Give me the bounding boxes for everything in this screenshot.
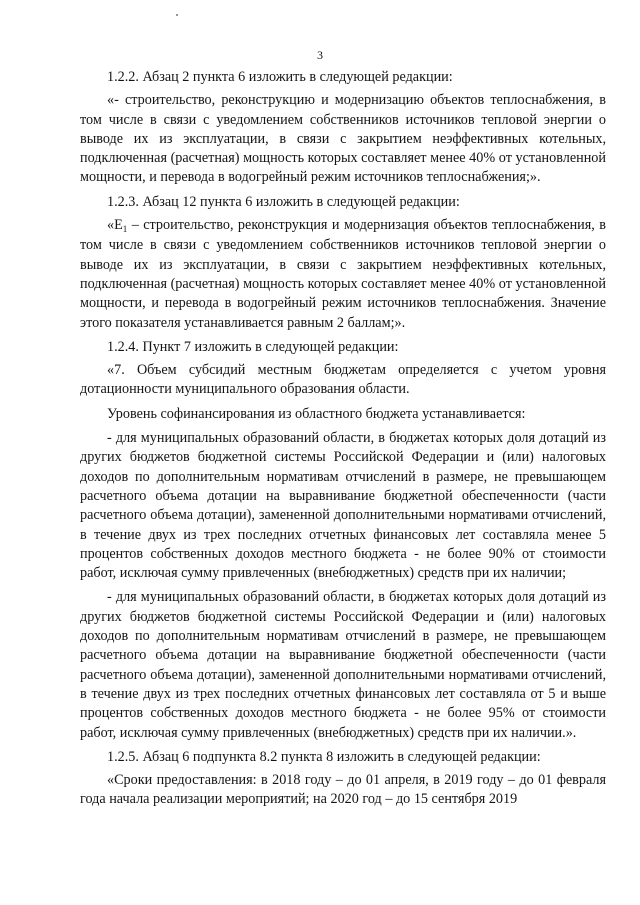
paragraph-point-7: «7. Объем субсидий местным бюджетам определяется с учетом уровня дотационности муниципального образования области.: [80, 362, 606, 398]
paragraph-quote-construction: «- строительство, реконструкцию и модернизацию объектов теплоснабжения, в том числе в связи с уведомлением собственников источников тепловой энергии о выводе их из эксплуатации, в связи с закрытием неэффективных котельных, подключенная (расчетная) мощность которых составляет менее 40% от установленной мощности, и перевода в водогрейный режим источников теплоснабжения;».: [80, 92, 606, 186]
paragraph-1-2-3-heading: 1.2.3. Абзац 12 пункта 6 изложить в следующей редакции:: [107, 193, 460, 210]
document-body: [80, 68, 606, 815]
e1-subscript: 1: [122, 224, 128, 235]
page-number: 3: [317, 48, 323, 62]
paragraph-cofinancing-90: - для муниципальных образований области, в бюджетах которых доля дотаций из других бюджетов бюджетной системы Российской Федерации и (или) налоговых доходов по дополнительным нормативам отчислений в размере, не превышающем расчетного объема дотации на выравнивание бюджетной обеспеченности (части расчетного объема дотации), замененной дополнительными нормативами отчислений, в течение двух из трех последних отчетных финансовых лет составляла менее 5 процентов собственных доходов местного бюджета - не более 90% от стоимости работ, исключая сумму привлеченных (внебюджетных) средств при их наличии;: [80, 430, 606, 582]
paragraph-1-2-2-heading: 1.2.2. Абзац 2 пункта 6 изложить в следующей редакции:: [107, 69, 453, 85]
paragraph-1-2-4-heading: 1.2.4. Пункт 7 изложить в следующей редакции:: [107, 338, 399, 355]
e1-symbol: «E: [107, 217, 123, 234]
paragraph-cofinancing-level: Уровень софинансирования из областного бюджета устанавливается:: [107, 405, 526, 422]
paragraph-1-2-5-heading: 1.2.5. Абзац 6 подпункта 8.2 пункта 8 изложить в следующей редакции:: [107, 748, 541, 765]
paragraph-cofinancing-95: - для муниципальных образований области, в бюджетах которых доля дотаций из других бюджетов бюджетной системы Российской Федерации и (или) налоговых доходов по дополнительным нормативам отчислений в размере, не превышающем расчетного объема дотации на выравнивание бюджетной обеспеченности (части расчетного объема дотации), замененной дополнительными нормативами отчислений, в течение двух из трех последних отчетных финансовых лет составляла от 5 и выше процентов собственных доходов местного бюджета - не более 95% от стоимости работ, исключая сумму привлеченных (внебюджетных) средств при их наличии.».: [80, 589, 606, 741]
e1-text: – строительство, реконструкция и модернизация объектов теплоснабжения, в том числе в связи с уведомлением собственников источников тепловой энергии о выводе их из эксплуатации, в связи с закрытием неэффективных котельных, подключенная (расчетная) мощность которых составляет менее 40% от установленной мощности, и перевода в водогрейный режим источников теплоснабжения. Значение этого показателя устанавливается равным 2 баллам;».: [80, 217, 606, 331]
paragraph-deadlines: «Сроки предоставления: в 2018 году – до 01 апреля, в 2019 году – до 01 февраля года начала реализации мероприятий; на 2020 год – до 15 сентября 2019: [80, 772, 606, 808]
scan-speck: [176, 14, 178, 16]
paragraph-quote-e1: [80, 216, 606, 333]
